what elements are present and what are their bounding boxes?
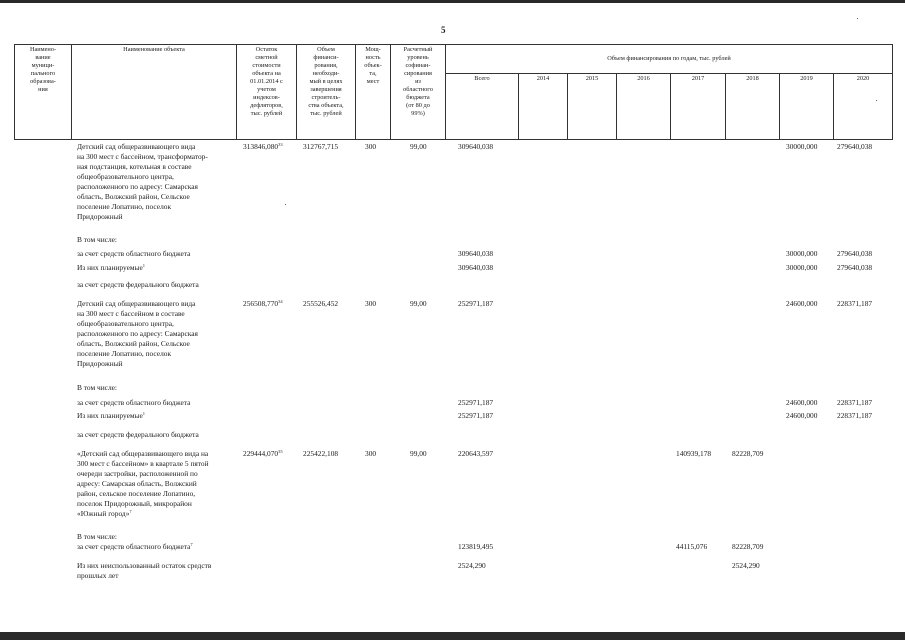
- header-financing-needed: Объем финанси- рования, необходи- мый в целях завершения строитель- ства объекта, тыс. рублей: [308, 46, 344, 117]
- header-total: Всего: [474, 75, 490, 82]
- funding-source-label: за счет средств областного бюджета: [77, 398, 191, 407]
- year-2020-value: 279640,038: [837, 142, 873, 151]
- header-by-years: Объем финансирования по годам, тыс. рублей: [607, 55, 731, 62]
- scan-speck: [857, 18, 858, 19]
- header-year-2016: 2016: [637, 75, 650, 82]
- year-2019-value: 24600,000: [786, 398, 818, 407]
- capacity-value: 300: [365, 449, 377, 458]
- object-name: Детский сад общеразвивающего вида на 300 мест с бассейном, трансформатор- ная подстанция, котельная в составе общеобразовательного центра, расположенного по адресу: Самарская область, Волжский район, Сельское поселение Лопатино, поселок Придорожный: [77, 142, 208, 221]
- header-capacity: Мощ- ность объек- та, мест: [364, 46, 382, 85]
- page-bottom-border: [0, 632, 905, 640]
- object-name: Детский сад общеразвивающего вида на 300 мест с бассейном в составе общеобразовательного центра, расположенного по адресу: Самарская область, Волжский район, Сельское поселение Лопатино, поселок Придорожный: [77, 299, 198, 368]
- financing-value: 225422,108: [303, 449, 339, 458]
- header-municipality: Наимено- вание муници- пального образова- ния: [29, 46, 57, 93]
- total-value: 220643,597: [458, 449, 494, 458]
- year-2020-value: 279640,038: [837, 263, 873, 272]
- year-2019-value: 24600,000: [786, 299, 818, 308]
- page-number: 5: [441, 25, 446, 35]
- balance-value: 313846,080$^{33}$: [243, 142, 283, 151]
- total-value: 252971,187: [458, 411, 494, 420]
- year-2020-value: 228371,187: [837, 398, 873, 407]
- total-value: 2524,290: [458, 561, 486, 570]
- capacity-value: 300: [365, 142, 377, 151]
- header-year-2014: 2014: [536, 75, 550, 82]
- cofinancing-level-value: 99,00: [410, 449, 427, 458]
- funding-source-label: за счет средств федерального бюджета: [77, 280, 199, 289]
- year-2018-value: 2524,290: [732, 561, 760, 570]
- cofinancing-level-value: 99,00: [410, 142, 427, 151]
- cofinancing-level-value: 99,00: [410, 299, 427, 308]
- year-2019-value: 30000,000: [786, 263, 818, 272]
- total-value: 309640,038: [458, 263, 494, 272]
- year-2019-value: 30000,000: [786, 249, 818, 258]
- object-name: «Детский сад общеразвивающего вида на 300 мест с бассейном» в квартале 5 пятой очереди застройки, расположенной по адресу: Самарская область, Волжский район, сельское поселение Лопатино, поселок Придорожный, микрорайон «Южный город»$^7$: [77, 449, 209, 518]
- scan-speck: [285, 204, 286, 205]
- year-2017-value: 140939,178: [676, 449, 712, 458]
- page-top-border: [0, 0, 905, 3]
- funding-source-label: за счет средств областного бюджета: [77, 249, 191, 258]
- financing-value: 312767,715: [303, 142, 339, 151]
- header-year-2019: 2019: [800, 75, 813, 82]
- year-2020-value: 228371,187: [837, 299, 873, 308]
- planned-label: Из них планируемые$^1$: [77, 411, 146, 420]
- header-balance: Остаток сметной стоимости объекта на 01.01.2014 с учетом индексов- дефляторов, тыс. рублей: [250, 46, 283, 117]
- scan-speck: [876, 100, 877, 101]
- financing-value: 255526,452: [303, 299, 339, 308]
- total-value: 252971,187: [458, 398, 494, 407]
- funding-source-label: В том числе: за счет средств областного бюджета$^7$: [77, 532, 193, 551]
- year-2020-value: 228371,187: [837, 411, 873, 420]
- funding-source-label: за счет средств федерального бюджета: [77, 430, 199, 439]
- total-value: 309640,038: [458, 142, 494, 151]
- header-year-2020: 2020: [856, 75, 870, 82]
- capacity-value: 300: [365, 299, 377, 308]
- total-value: 123819,495: [458, 542, 494, 551]
- header-year-2017: 2017: [691, 75, 705, 82]
- balance-value: 229444,070$^{35}$: [243, 449, 283, 458]
- year-2017-value: 44115,076: [676, 542, 708, 551]
- header-object-name: Наименование объекта: [123, 46, 185, 53]
- total-value: 309640,038: [458, 249, 494, 258]
- subtotal-label: В том числе:: [77, 235, 117, 244]
- year-2019-value: 24600,000: [786, 411, 818, 420]
- header-cofinancing-level: Расчетный уровень софинан- сирования из областного бюджета (от 80 до 99%): [403, 46, 433, 117]
- total-value: 252971,187: [458, 299, 494, 308]
- planned-label: Из них планируемые$^1$: [77, 263, 146, 272]
- year-2018-value: 82228,709: [732, 542, 764, 551]
- balance-value: 256508,770$^{34}$: [243, 299, 283, 308]
- subtotal-label: В том числе:: [77, 383, 117, 392]
- year-2019-value: 30000,000: [786, 142, 818, 151]
- year-2020-value: 279640,038: [837, 249, 873, 258]
- unused-balance-label: Из них неиспользованный остаток средств прошлых лет: [77, 561, 212, 580]
- header-year-2015: 2015: [585, 75, 599, 82]
- year-2018-value: 82228,709: [732, 449, 764, 458]
- header-year-2018: 2018: [746, 75, 759, 82]
